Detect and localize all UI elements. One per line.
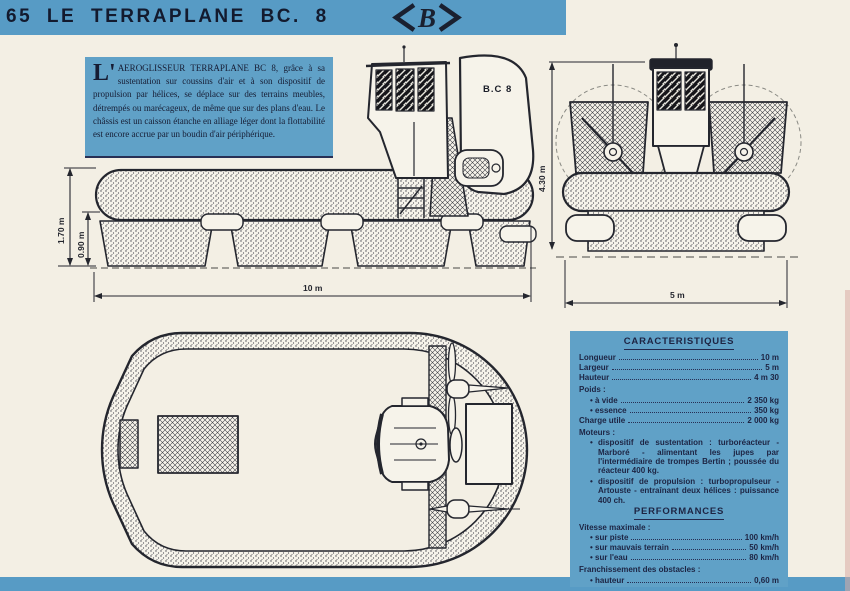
spec-row: • hauteur 0,60 m (590, 575, 779, 585)
poids-header: Poids : (579, 385, 606, 395)
spec-row: Longueur 10 m (579, 352, 779, 362)
spec-row: Largeur 5 m (579, 363, 779, 373)
spec-row: • sur mauvais terrain 50 km/h (590, 543, 779, 553)
dim-height-total: 1.70 m (56, 217, 66, 244)
description-box (85, 57, 333, 158)
scan-edge-artifact (845, 290, 850, 591)
characteristics-title: CARACTERISTIQUES (579, 337, 779, 350)
franchissement-header: Franchissement des obstacles : (579, 565, 701, 575)
page-title: 65 LE TERRAPLANE BC. 8 (6, 6, 329, 27)
moteur-item: • dispositif de sustentation : turboréacteur - Marboré - alimentant les jupes par l'intermédiaire de trompes Bertin ; poussée du réacteur 400 kg. (590, 438, 779, 475)
spec-row: • sur piste 100 km/h (590, 532, 779, 542)
vitesse-header: Vitesse maximale : (579, 522, 651, 532)
spec-row: Charge utile 2 000 kg (579, 416, 779, 426)
spec-row: • sur l'eau 80 km/h (590, 553, 779, 563)
spec-row: • à vide 2 350 kg (590, 395, 779, 405)
top-view-drawing (102, 333, 527, 567)
spec-row: • essence 350 kg (590, 405, 779, 415)
spec-row: Hauteur 4 m 30 (579, 373, 779, 383)
characteristics-panel (570, 331, 788, 587)
dim-height-skirt: 0.90 m (76, 231, 86, 258)
logo-letter: B (417, 3, 437, 33)
dim-front-height: 4.30 m (537, 165, 547, 192)
dim-front-width: 5 m (670, 290, 685, 300)
moteur-item: • dispositif de propulsion : turbopropulseur - Artouste - entraînant deux hélices : puissance 400 ch. (590, 477, 779, 505)
moteurs-header: Moteurs : (579, 428, 615, 438)
dim-length: 10 m (303, 283, 323, 293)
page-header (0, 0, 566, 35)
side-view-fin-label: B.C 8 (483, 84, 513, 95)
performances-title: PERFORMANCES (579, 507, 779, 520)
description-text: L'AEROGLISSEUR TERRAPLANE BC 8, grâce à sa sustentation sur coussins d'air et à son dispositif de propulsion par hélices, se déplace sur des terrains meubles, détrempés ou marécageux, de même que sur des plans d'eau. Le châssis est un caisson étanche en alliage léger dont la flottabilité est encore accrue par un boudin d'air périphérique. (93, 60, 325, 140)
front-view-drawing (549, 43, 801, 308)
bertin-logo-icon (392, 2, 462, 33)
